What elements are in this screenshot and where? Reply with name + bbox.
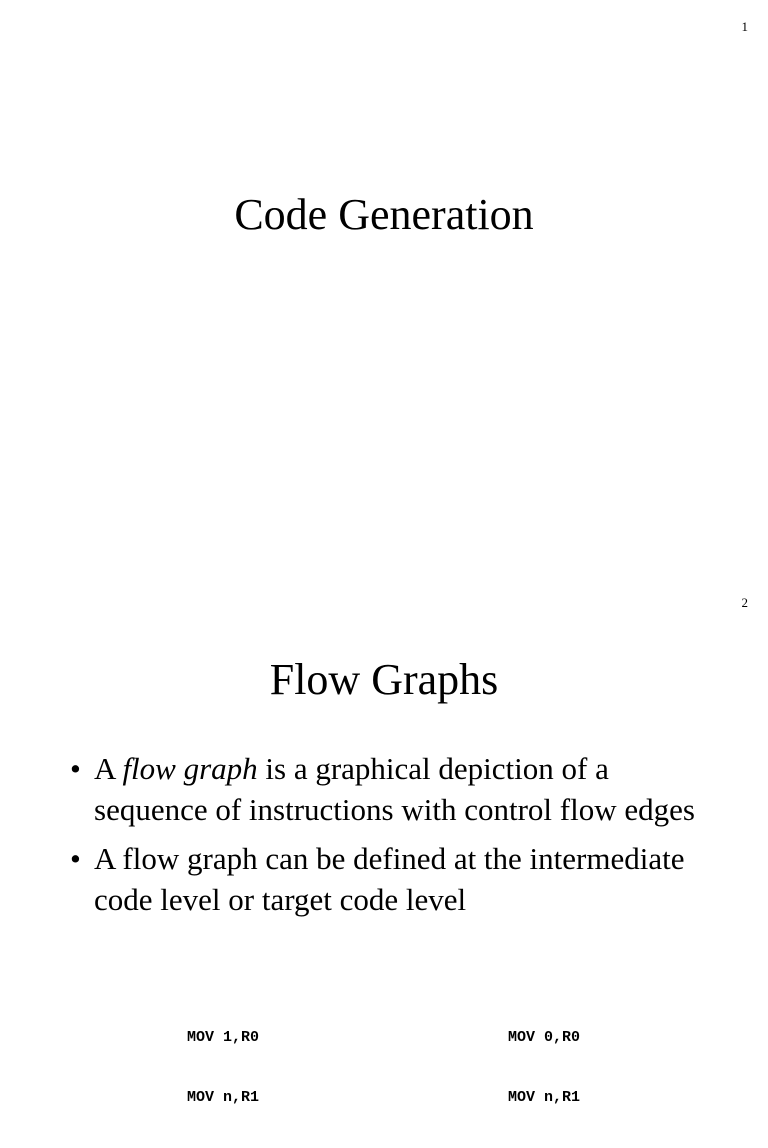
code-line: MOV 1,R0: [187, 1029, 260, 1046]
bullet-list: [70, 748, 710, 928]
bullet-emphasis: flow graph: [122, 751, 258, 786]
bullet-text-end: is a graphical depiction of a sequence of instructions with control flow edges: [94, 751, 695, 827]
code-line: MOV n,R1: [508, 1089, 581, 1106]
code-block-right: [508, 988, 580, 1148]
code-line: MOV n,R1: [187, 1089, 260, 1106]
page-number: 1: [741, 19, 748, 34]
slide-title: Flow Graphs: [269, 655, 499, 704]
bullet-item: [70, 838, 710, 920]
page-number: 2: [741, 595, 748, 610]
code-block-left: [187, 988, 259, 1148]
bullet-marker: •: [70, 751, 81, 786]
slide-2: [0, 580, 768, 1106]
bullet-item: [70, 748, 710, 830]
bullet-text-start: A: [94, 751, 123, 786]
bullet-marker: •: [70, 841, 81, 876]
code-line: MOV 0,R0: [508, 1029, 581, 1046]
slide-title: Code Generation: [234, 190, 534, 239]
bullet-text: A flow graph can be defined at the intermediate code level or target code level: [94, 841, 685, 917]
